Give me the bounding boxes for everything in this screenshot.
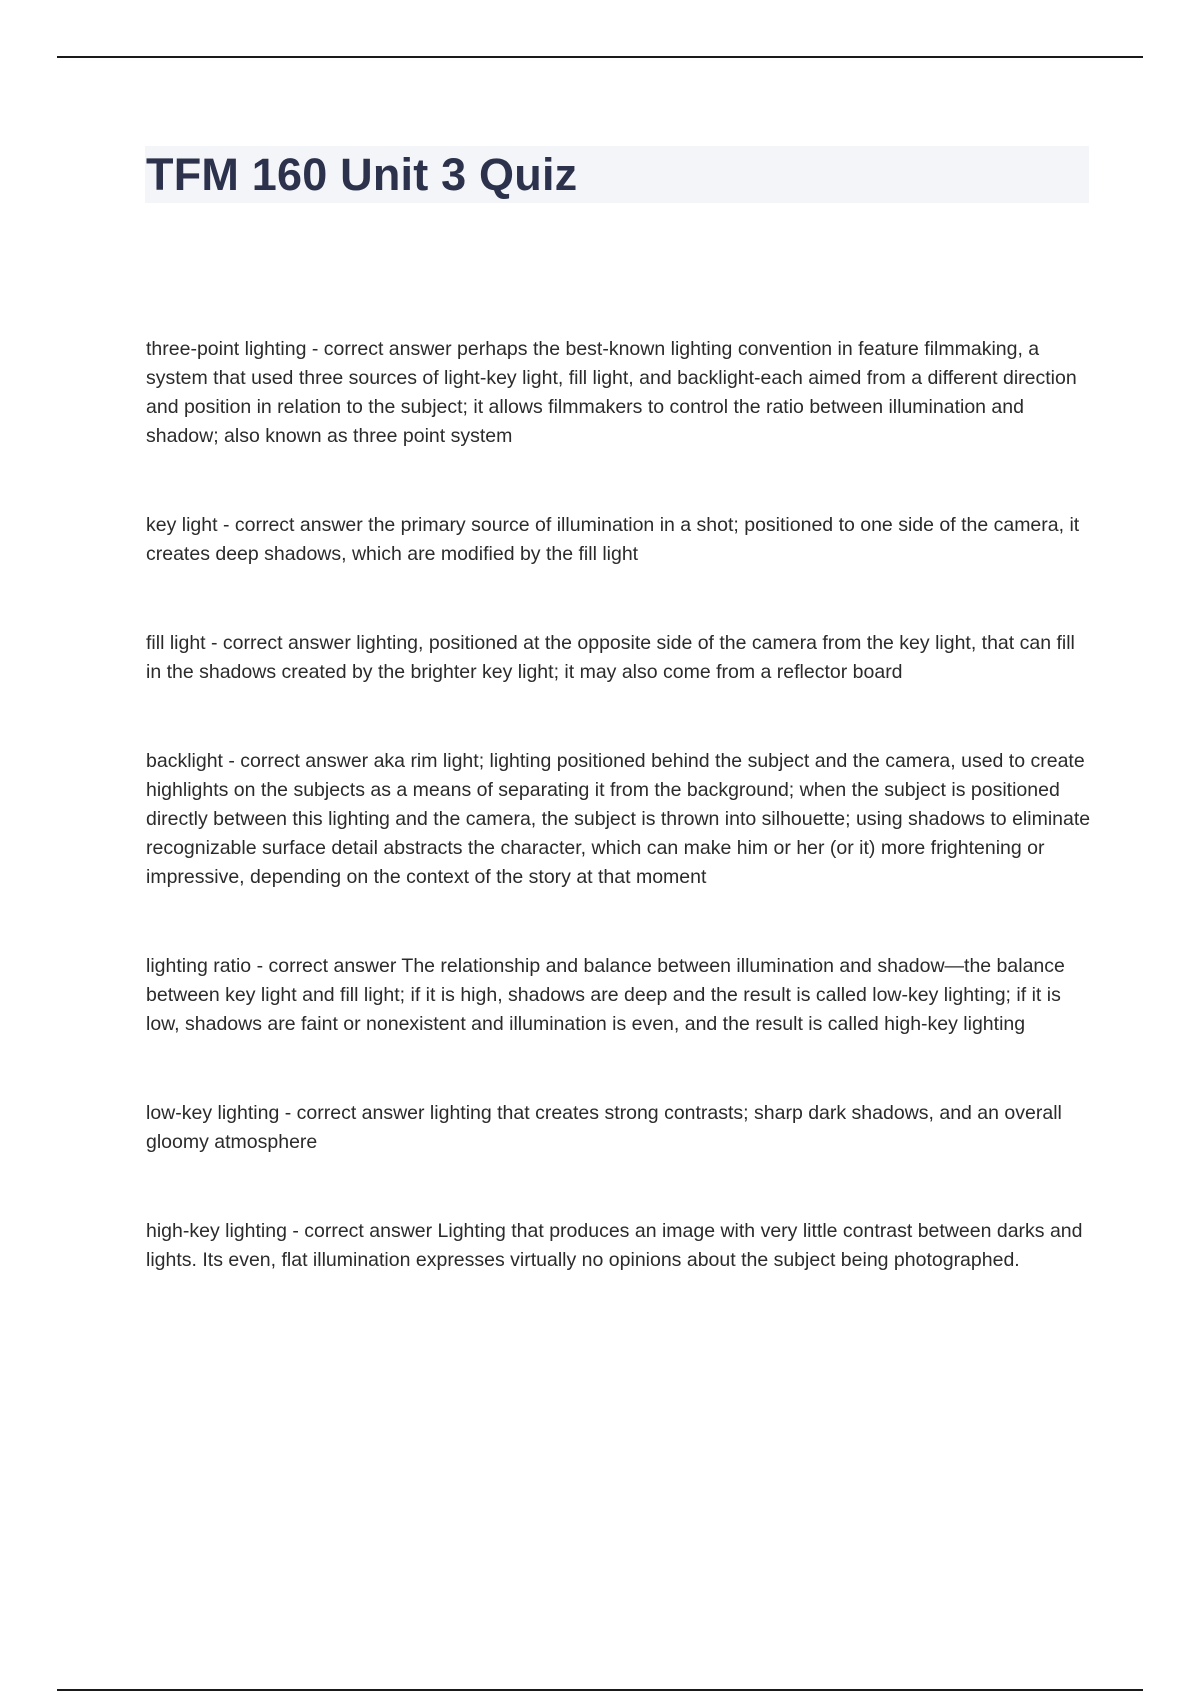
quiz-entry-lighting-ratio: lighting ratio - correct answer The relationship and balance between illumination and shadow—the balance between key light and fill light; if it is high, shadows are deep and the result is called low-key lighting; if it is low, shadows are faint or nonexistent and illumination is even, and the result is called high-key lighting <box>146 955 1065 1035</box>
quiz-entry-three-point-lighting: three-point lighting - correct answer perhaps the best-known lighting convention in feature filmmaking, a system that used three sources of light-key light, fill light, and backlight-each aimed from a different direction and position in relation to the subject; it allows filmmakers to control the ratio between illumination and shadow; also known as three point system <box>146 338 1077 447</box>
page-bottom-rule <box>57 1689 1143 1691</box>
quiz-entry-key-light: key light - correct answer the primary source of illumination in a shot; positioned to one side of the camera, it creates deep shadows, which are modified by the fill light <box>146 514 1080 565</box>
quiz-entry-fill-light: fill light - correct answer lighting, positioned at the opposite side of the camera from the key light, that can fill in the shadows created by the brighter key light; it may also come from a reflector board <box>146 632 1075 683</box>
quiz-entry-backlight: backlight - correct answer aka rim light; lighting positioned behind the subject and the camera, used to create highlights on the subjects as a means of separating it from the background; when the subject is positioned directly between this lighting and the camera, the subject is thrown into silhouette; using shadows to eliminate recognizable surface detail abstracts the character, which can make him or her (or it) more frightening or impressive, depending on the context of the story at that moment <box>146 750 1091 888</box>
quiz-entry-high-key-lighting: high-key lighting - correct answer Lighting that produces an image with very little contrast between darks and lights. Its even, flat illumination expresses virtually no opinions about the subject being photographed. <box>146 1220 1083 1271</box>
quiz-entry-low-key-lighting: low-key lighting - correct answer lighting that creates strong contrasts; sharp dark shadows, and an overall gloomy atmosphere <box>146 1102 1062 1153</box>
page-top-rule <box>57 56 1143 58</box>
page-title: TFM 160 Unit 3 Quiz <box>146 149 578 200</box>
quiz-entries <box>146 335 1091 1335</box>
